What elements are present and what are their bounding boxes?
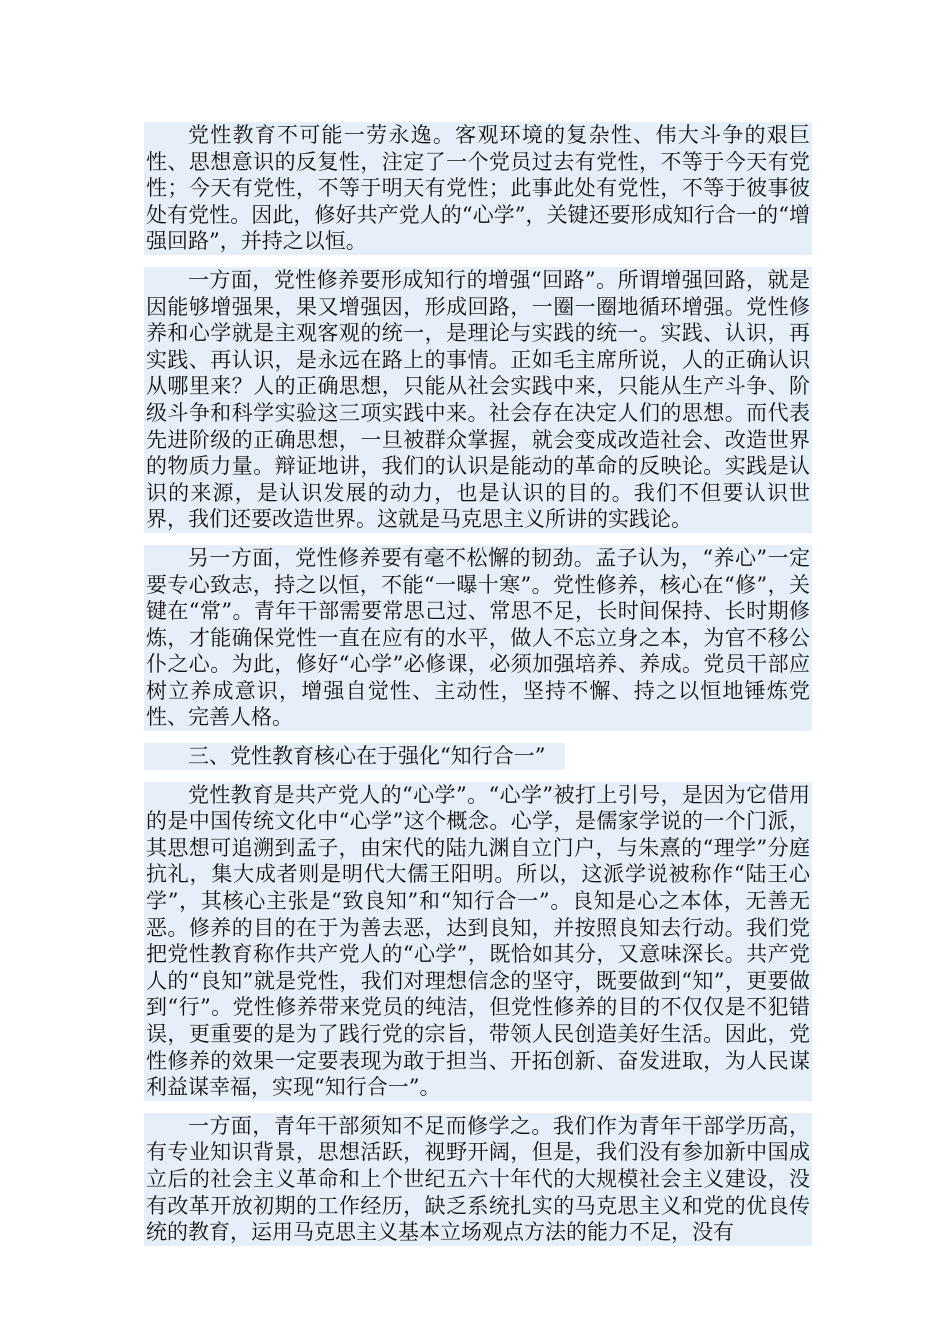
document-page bbox=[144, 122, 812, 1258]
section-heading: 三、党性教育核心在于强化“知行合一” bbox=[144, 743, 565, 770]
paragraph-1: 党性教育不可能一劳永逸。客观环境的复杂性、伟大斗争的艰巨性、思想意识的反复性，注定了一个党员过去有党性，不等于今天有党性；今天有党性，不等于明天有党性；此事此处有党性，不等于彼事彼处有党性。因此，修好共产党人的“心学”，关键还要形成知行合一的“增强回路”，并持之以恒。 bbox=[146, 123, 810, 254]
paragraph-5: 一方面，青年干部须知不足而修学之。我们作为青年干部学历高，有专业知识背景，思想活跃，视野开阔，但是，我们没有参加新中国成立后的社会主义革命和上个世纪五六十年代的大规模社会主义建设，没有改革开放初期的工作经历，缺乏系统扎实的马克思主义和党的优良传统的教育，运用马克思主义基本立场观点方法的能力不足，没有 bbox=[146, 1113, 810, 1245]
paragraph-2: 一方面，党性修养要形成知行的增强“回路”。所谓增强回路，就是因能够增强果，果又增强因，形成回路，一圈一圈地循环增强。党性修养和心学就是主观客观的统一，是理论与实践的统一。实践、认识，再实践、再认识，是永远在路上的事情。正如毛主席所说，人的正确认识从哪里来？人的正确思想，只能从社会实践中来，只能从生产斗争、阶级斗争和科学实验这三项实践中来。社会存在决定人们的思想。而代表先进阶级的正确思想，一旦被群众掌握，就会变成改造社会、改造世界的物质力量。辩证地讲，我们的认识是能动的革命的反映论。实践是认识的来源，是认识发展的动力，也是认识的目的。我们不但要认识世界，我们还要改造世界。这就是马克思主义所讲的实践论。 bbox=[146, 267, 810, 532]
paragraph-3: 另一方面，党性修养要有毫不松懈的韧劲。孟子认为，“养心”一定要专心致志，持之以恒，不能“一曝十寒”。党性修养，核心在“修”，关键在“常”。青年干部需要常思己过、常思不足，长时间保持、长时期修炼，才能确保党性一直在应有的水平，做人不忘立身之本，为官不移公仆之心。为此，修好“心学”必修课，必须加强培养、养成。党员干部应树立养成意识，增强自觉性、主动性，坚持不懈、持之以恒地锤炼党性、完善人格。 bbox=[146, 545, 810, 730]
paragraph-4: 党性教育是共产党人的“心学”。“心学”被打上引号，是因为它借用的是中国传统文化中“心学”这个概念。心学，是儒家学说的一个门派，其思想可追溯到孟子，由宋代的陆九渊自立门户，与朱熹的“理学”分庭抗礼，集大成者则是明代大儒王阳明。所以，这派学说被称作“陆王心学”，其核心主张是“致良知”和“知行合一”。良知是心之本体，无善无恶。修养的目的在于为善去恶，达到良知，并按照良知去行动。我们党把党性教育称作共产党人的“心学”，既恰如其分，又意味深长。共产党人的“良知”就是党性，我们对理想信念的坚守，既要做到“知”，更要做到“行”。党性修养带来党员的纯洁，但党性修养的目的不仅仅是不犯错误，更重要的是为了践行党的宗旨，带领人民创造美好生活。因此，党性修养的效果一定要表现为敢于担当、开拓创新、奋发进取，为人民谋利益谋幸福，实现“知行合一”。 bbox=[146, 782, 810, 1100]
